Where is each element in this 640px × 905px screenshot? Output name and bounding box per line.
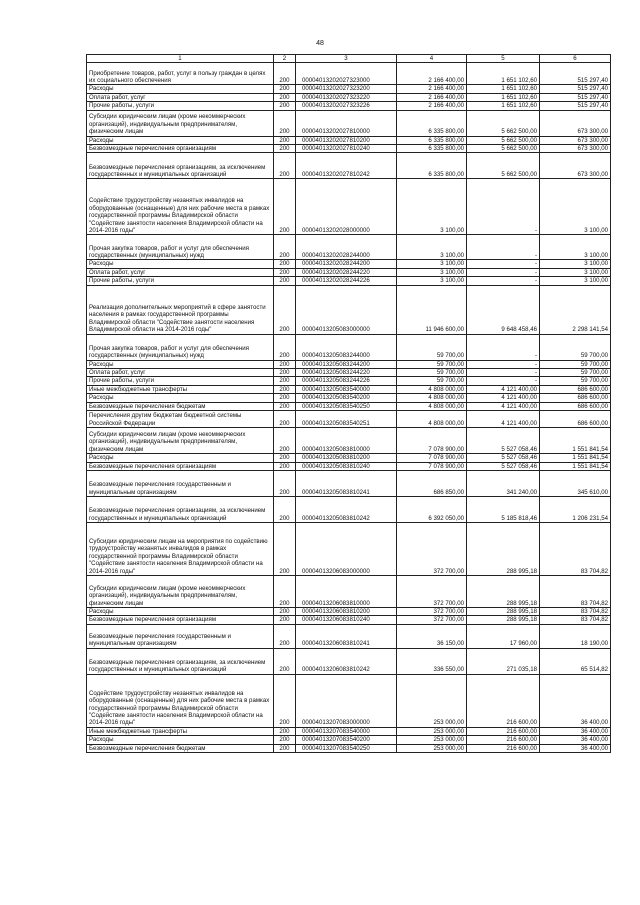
table-row	[87, 93, 611, 101]
row-approved-amount: 3 100,00	[397, 268, 467, 276]
row-executed-amount: 341 240,00	[467, 470, 540, 496]
row-unexecuted-amount: 83 704,82	[540, 607, 611, 615]
row-approved-amount: 3 100,00	[397, 277, 467, 285]
row-name: Безвозмездные перечисления организациям, за исключением государственных и муниципальных организаций	[87, 648, 274, 674]
row-line-code: 200	[274, 402, 296, 410]
table-row	[87, 110, 611, 136]
row-budget-code: 00004013202027323200	[296, 85, 397, 93]
row-name: Расходы	[87, 394, 274, 402]
table-row	[87, 674, 611, 727]
row-name: Расходы	[87, 454, 274, 462]
row-executed-amount: 9 648 458,46	[467, 285, 540, 334]
table-row	[87, 462, 611, 470]
row-unexecuted-amount: 83 704,82	[540, 575, 611, 607]
row-approved-amount: 2 166 400,00	[397, 63, 467, 85]
row-budget-code: 00004013202028000000	[296, 179, 397, 235]
table-row	[87, 285, 611, 334]
row-line-code: 200	[274, 369, 296, 377]
row-budget-code: 00004013205083244200	[296, 360, 397, 368]
row-approved-amount: 6 335 800,00	[397, 136, 467, 144]
row-unexecuted-amount: 686 600,00	[540, 385, 611, 393]
row-line-code: 200	[274, 260, 296, 268]
row-name: Реализация дополнительных мероприятий в сфере занятости населения в рамках государственной программы Владимирской области "Содействие занятости населения Владимирской области на 2014-2016 годы"	[87, 285, 274, 334]
row-budget-code: 00004013205083540251	[296, 411, 397, 428]
table-row	[87, 369, 611, 377]
table-row	[87, 428, 611, 454]
row-approved-amount: 6 335 800,00	[397, 145, 467, 153]
row-budget-code: 00004013206083810240	[296, 616, 397, 624]
row-approved-amount: 686 850,00	[397, 470, 467, 496]
row-executed-amount: 288 995,18	[467, 616, 540, 624]
row-line-code: 200	[274, 575, 296, 607]
row-unexecuted-amount: 36 400,00	[540, 744, 611, 752]
row-approved-amount: 4 808 000,00	[397, 394, 467, 402]
row-unexecuted-amount: 673 300,00	[540, 136, 611, 144]
row-name: Приобретение товаров, работ, услуг в пользу граждан в целях их социального обеспечения	[87, 63, 274, 85]
row-executed-amount: -	[467, 235, 540, 260]
row-budget-code: 00004013207083540200	[296, 736, 397, 744]
table-row	[87, 102, 611, 110]
row-unexecuted-amount: 673 300,00	[540, 110, 611, 136]
table-row	[87, 63, 611, 85]
row-budget-code: 00004013206083810241	[296, 624, 397, 648]
row-name: Расходы	[87, 736, 274, 744]
row-name: Безвозмездные перечисления организациям	[87, 462, 274, 470]
row-executed-amount: -	[467, 260, 540, 268]
row-line-code: 200	[274, 153, 296, 179]
row-budget-code: 00004013202027323000	[296, 63, 397, 85]
row-budget-code: 00004013202027810240	[296, 145, 397, 153]
table-row	[87, 727, 611, 735]
row-name: Прочая закупка товаров, работ и услуг для обеспечения государственных (муниципальных) нужд	[87, 235, 274, 260]
row-unexecuted-amount: 515 297,40	[540, 85, 611, 93]
row-approved-amount: 2 166 400,00	[397, 102, 467, 110]
row-line-code: 200	[274, 411, 296, 428]
table-row	[87, 334, 611, 360]
row-name: Безвозмездные перечисления организациям, за исключением государственных и муниципальных организаций	[87, 153, 274, 179]
row-approved-amount: 3 100,00	[397, 260, 467, 268]
row-line-code: 200	[274, 470, 296, 496]
row-executed-amount: 1 651 102,60	[467, 63, 540, 85]
row-unexecuted-amount: 59 700,00	[540, 369, 611, 377]
column-header: 3	[296, 55, 397, 63]
row-budget-code: 00004013202028244220	[296, 268, 397, 276]
row-executed-amount: 216 600,00	[467, 744, 540, 752]
row-unexecuted-amount: 3 100,00	[540, 268, 611, 276]
row-unexecuted-amount: 2 298 141,54	[540, 285, 611, 334]
row-unexecuted-amount: 3 100,00	[540, 235, 611, 260]
row-name: Безвозмездные перечисления государственным и муниципальным организациям	[87, 624, 274, 648]
row-executed-amount: 5 527 058,46	[467, 428, 540, 454]
row-executed-amount: -	[467, 179, 540, 235]
row-approved-amount: 336 550,00	[397, 648, 467, 674]
row-budget-code: 00004013202027323226	[296, 102, 397, 110]
row-line-code: 200	[274, 496, 296, 522]
row-unexecuted-amount: 83 704,82	[540, 616, 611, 624]
table-row	[87, 496, 611, 522]
row-executed-amount: 1 651 102,60	[467, 93, 540, 101]
row-line-code: 200	[274, 145, 296, 153]
table-row	[87, 616, 611, 624]
row-executed-amount: -	[467, 334, 540, 360]
row-approved-amount: 6 392 050,00	[397, 496, 467, 522]
table-row	[87, 736, 611, 744]
table-row	[87, 268, 611, 276]
row-line-code: 200	[274, 674, 296, 727]
row-line-code: 200	[274, 93, 296, 101]
row-line-code: 200	[274, 522, 296, 575]
table-row	[87, 385, 611, 393]
row-executed-amount: 4 121 400,00	[467, 402, 540, 410]
row-approved-amount: 372 700,00	[397, 616, 467, 624]
row-approved-amount: 11 946 600,00	[397, 285, 467, 334]
row-budget-code: 00004013205083000000	[296, 285, 397, 334]
table-row	[87, 648, 611, 674]
row-name: Расходы	[87, 360, 274, 368]
row-unexecuted-amount: 36 400,00	[540, 727, 611, 735]
row-budget-code: 00004013205083244220	[296, 369, 397, 377]
row-executed-amount: 5 527 058,46	[467, 462, 540, 470]
row-executed-amount: 5 662 500,00	[467, 145, 540, 153]
row-approved-amount: 3 100,00	[397, 179, 467, 235]
row-approved-amount: 6 335 800,00	[397, 110, 467, 136]
row-unexecuted-amount: 83 704,82	[540, 522, 611, 575]
table-row	[87, 277, 611, 285]
row-name: Иные межбюджетные трансферты	[87, 385, 274, 393]
row-line-code: 200	[274, 334, 296, 360]
row-budget-code: 00004013205083810241	[296, 470, 397, 496]
row-executed-amount: 216 600,00	[467, 674, 540, 727]
row-executed-amount: 5 527 058,46	[467, 454, 540, 462]
row-unexecuted-amount: 1 551 841,54	[540, 454, 611, 462]
row-line-code: 200	[274, 179, 296, 235]
row-name: Прочие работы, услуги	[87, 377, 274, 385]
column-header: 5	[467, 55, 540, 63]
table-row	[87, 360, 611, 368]
table-row	[87, 377, 611, 385]
row-budget-code: 00004013207083000000	[296, 674, 397, 727]
row-name: Иные межбюджетные трансферты	[87, 727, 274, 735]
row-unexecuted-amount: 673 300,00	[540, 153, 611, 179]
header-row	[87, 55, 611, 63]
row-unexecuted-amount: 345 610,00	[540, 470, 611, 496]
row-unexecuted-amount: 18 190,00	[540, 624, 611, 648]
row-budget-code: 00004013207083540000	[296, 727, 397, 735]
table-row	[87, 411, 611, 428]
row-budget-code: 00004013205083540200	[296, 394, 397, 402]
row-name: Расходы	[87, 607, 274, 615]
page-number: 48	[316, 40, 324, 47]
row-name: Оплата работ, услуг	[87, 369, 274, 377]
row-budget-code: 00004013206083810200	[296, 607, 397, 615]
row-budget-code: 00004013202027323220	[296, 93, 397, 101]
row-line-code: 200	[274, 268, 296, 276]
table-row	[87, 179, 611, 235]
row-line-code: 200	[274, 462, 296, 470]
row-name: Субсидии юридическим лицам (кроме некоммерческих организаций), индивидуальным предпринимателям, физическим лицам	[87, 428, 274, 454]
row-approved-amount: 4 808 000,00	[397, 402, 467, 410]
row-unexecuted-amount: 3 100,00	[540, 179, 611, 235]
row-approved-amount: 4 808 000,00	[397, 411, 467, 428]
table-row	[87, 153, 611, 179]
row-line-code: 200	[274, 277, 296, 285]
row-approved-amount: 372 700,00	[397, 575, 467, 607]
row-executed-amount: -	[467, 268, 540, 276]
row-approved-amount: 4 808 000,00	[397, 385, 467, 393]
table-row	[87, 454, 611, 462]
table-row	[87, 402, 611, 410]
row-approved-amount: 36 150,00	[397, 624, 467, 648]
row-unexecuted-amount: 1 551 841,54	[540, 428, 611, 454]
row-line-code: 200	[274, 136, 296, 144]
row-name: Расходы	[87, 85, 274, 93]
table-row	[87, 394, 611, 402]
table-row	[87, 522, 611, 575]
row-name: Оплата работ, услуг	[87, 93, 274, 101]
row-name: Безвозмездные перечисления бюджетам	[87, 744, 274, 752]
row-executed-amount: -	[467, 377, 540, 385]
row-budget-code: 00004013205083810240	[296, 462, 397, 470]
row-line-code: 200	[274, 727, 296, 735]
row-executed-amount: 1 651 102,60	[467, 85, 540, 93]
row-approved-amount: 253 000,00	[397, 727, 467, 735]
budget-table	[86, 54, 611, 753]
row-line-code: 200	[274, 85, 296, 93]
row-unexecuted-amount: 3 100,00	[540, 277, 611, 285]
row-line-code: 200	[274, 616, 296, 624]
row-line-code: 200	[274, 235, 296, 260]
row-executed-amount: -	[467, 277, 540, 285]
row-line-code: 200	[274, 428, 296, 454]
row-name: Содействие трудоустройству незанятых инвалидов на оборудованные (оснащенные) для них рабочие места в рамках государственной программы Владимирской области "Содействие занятости населения Владимирской области на 2014-2016 годы"	[87, 674, 274, 727]
row-name: Прочая закупка товаров, работ и услуг для обеспечения государственных (муниципальных) нужд	[87, 334, 274, 360]
row-line-code: 200	[274, 744, 296, 752]
row-approved-amount: 59 700,00	[397, 369, 467, 377]
row-executed-amount: 4 121 400,00	[467, 394, 540, 402]
row-budget-code: 00004013206083810000	[296, 575, 397, 607]
row-executed-amount: 1 651 102,60	[467, 102, 540, 110]
row-approved-amount: 59 700,00	[397, 360, 467, 368]
row-line-code: 200	[274, 110, 296, 136]
row-name: Перечисления другим бюджетам бюджетной системы Российской Федерации	[87, 411, 274, 428]
row-approved-amount: 372 700,00	[397, 522, 467, 575]
row-approved-amount: 372 700,00	[397, 607, 467, 615]
table-row	[87, 145, 611, 153]
column-header: 2	[274, 55, 296, 63]
row-executed-amount: 5 662 500,00	[467, 136, 540, 144]
table-row	[87, 624, 611, 648]
row-unexecuted-amount: 36 400,00	[540, 736, 611, 744]
row-unexecuted-amount: 515 297,40	[540, 63, 611, 85]
table-row	[87, 607, 611, 615]
row-executed-amount: 216 600,00	[467, 736, 540, 744]
row-name: Безвозмездные перечисления организациям	[87, 145, 274, 153]
row-executed-amount: 4 121 400,00	[467, 385, 540, 393]
row-budget-code: 00004013202028244000	[296, 235, 397, 260]
row-name: Безвозмездные перечисления государственным и муниципальным организациям	[87, 470, 274, 496]
row-name: Безвозмездные перечисления бюджетам	[87, 402, 274, 410]
row-name: Безвозмездные перечисления организациям	[87, 616, 274, 624]
column-header: 1	[87, 55, 274, 63]
row-budget-code: 00004013205083810200	[296, 454, 397, 462]
row-budget-code: 00004013205083244000	[296, 334, 397, 360]
row-name: Безвозмездные перечисления организациям, за исключением государственных и муниципальных организаций	[87, 496, 274, 522]
row-approved-amount: 253 000,00	[397, 674, 467, 727]
row-unexecuted-amount: 59 700,00	[540, 360, 611, 368]
row-line-code: 200	[274, 385, 296, 393]
table-row	[87, 85, 611, 93]
row-approved-amount: 7 078 900,00	[397, 462, 467, 470]
row-approved-amount: 6 335 800,00	[397, 153, 467, 179]
row-unexecuted-amount: 1 206 231,54	[540, 496, 611, 522]
row-executed-amount: 288 995,18	[467, 575, 540, 607]
table-row	[87, 470, 611, 496]
row-line-code: 200	[274, 624, 296, 648]
column-header: 6	[540, 55, 611, 63]
row-executed-amount: -	[467, 369, 540, 377]
row-unexecuted-amount: 59 700,00	[540, 377, 611, 385]
row-approved-amount: 2 166 400,00	[397, 85, 467, 93]
row-approved-amount: 3 100,00	[397, 235, 467, 260]
row-budget-code: 00004013202028244200	[296, 260, 397, 268]
row-line-code: 200	[274, 360, 296, 368]
row-name: Прочие работы, услуги	[87, 102, 274, 110]
row-approved-amount: 2 166 400,00	[397, 93, 467, 101]
row-budget-code: 00004013202028244226	[296, 277, 397, 285]
row-line-code: 200	[274, 285, 296, 334]
row-approved-amount: 59 700,00	[397, 334, 467, 360]
row-executed-amount: 17 960,00	[467, 624, 540, 648]
row-approved-amount: 253 000,00	[397, 736, 467, 744]
row-unexecuted-amount: 686 600,00	[540, 411, 611, 428]
row-executed-amount: 5 662 500,00	[467, 110, 540, 136]
row-line-code: 200	[274, 394, 296, 402]
row-budget-code: 00004013202027810200	[296, 136, 397, 144]
row-unexecuted-amount: 515 297,40	[540, 93, 611, 101]
row-line-code: 200	[274, 63, 296, 85]
row-name: Субсидии юридическим лицам на мероприятия по содействию трудоустройству незанятых инвалидов в рамках государственной программы Владимирской области "Содействие занятости населения Владимирской области на 2014-2016 годы"	[87, 522, 274, 575]
row-executed-amount: 4 121 400,00	[467, 411, 540, 428]
row-budget-code: 00004013205083540250	[296, 402, 397, 410]
row-name: Субсидии юридическим лицам (кроме некоммерческих организаций), индивидуальным предпринимателям, физическим лицам	[87, 110, 274, 136]
row-budget-code: 00004013207083540250	[296, 744, 397, 752]
row-approved-amount: 7 078 900,00	[397, 428, 467, 454]
row-line-code: 200	[274, 102, 296, 110]
table-row	[87, 136, 611, 144]
row-unexecuted-amount: 65 514,82	[540, 648, 611, 674]
row-approved-amount: 253 000,00	[397, 744, 467, 752]
row-line-code: 200	[274, 648, 296, 674]
table-row	[87, 575, 611, 607]
row-budget-code: 00004013206083810242	[296, 648, 397, 674]
row-unexecuted-amount: 36 400,00	[540, 674, 611, 727]
row-executed-amount: 288 995,18	[467, 522, 540, 575]
row-executed-amount: 5 185 818,46	[467, 496, 540, 522]
table-row	[87, 744, 611, 752]
row-budget-code: 00004013206083000000	[296, 522, 397, 575]
row-executed-amount: -	[467, 360, 540, 368]
row-name: Содействие трудоустройству незанятых инвалидов на оборудованные (оснащенные) для них рабочие места в рамках государственной программы Владимирской области "Содействие занятости населения Владимирской области на 2014-2016 годы"	[87, 179, 274, 235]
row-unexecuted-amount: 515 297,40	[540, 102, 611, 110]
row-unexecuted-amount: 686 600,00	[540, 402, 611, 410]
row-unexecuted-amount: 686 600,00	[540, 394, 611, 402]
row-executed-amount: 271 035,18	[467, 648, 540, 674]
row-budget-code: 00004013202027810000	[296, 110, 397, 136]
row-unexecuted-amount: 673 300,00	[540, 145, 611, 153]
row-line-code: 200	[274, 607, 296, 615]
row-approved-amount: 7 078 900,00	[397, 454, 467, 462]
row-budget-code: 00004013205083810000	[296, 428, 397, 454]
row-budget-code: 00004013205083244226	[296, 377, 397, 385]
row-unexecuted-amount: 1 551 841,54	[540, 462, 611, 470]
row-name: Оплата работ, услуг	[87, 268, 274, 276]
table-row	[87, 260, 611, 268]
row-name: Расходы	[87, 136, 274, 144]
row-line-code: 200	[274, 454, 296, 462]
row-executed-amount: 5 662 500,00	[467, 153, 540, 179]
column-header: 4	[397, 55, 467, 63]
row-unexecuted-amount: 59 700,00	[540, 334, 611, 360]
table-row	[87, 235, 611, 260]
row-executed-amount: 288 995,18	[467, 607, 540, 615]
row-name: Прочие работы, услуги	[87, 277, 274, 285]
row-budget-code: 00004013205083540000	[296, 385, 397, 393]
row-executed-amount: 216 600,00	[467, 727, 540, 735]
row-name: Субсидии юридическим лицам (кроме некоммерческих организаций), индивидуальным предпринимателям, физическим лицам	[87, 575, 274, 607]
row-name: Расходы	[87, 260, 274, 268]
row-budget-code: 00004013205083810242	[296, 496, 397, 522]
row-line-code: 200	[274, 377, 296, 385]
row-budget-code: 00004013202027810242	[296, 153, 397, 179]
row-line-code: 200	[274, 736, 296, 744]
row-unexecuted-amount: 3 100,00	[540, 260, 611, 268]
row-approved-amount: 59 700,00	[397, 377, 467, 385]
